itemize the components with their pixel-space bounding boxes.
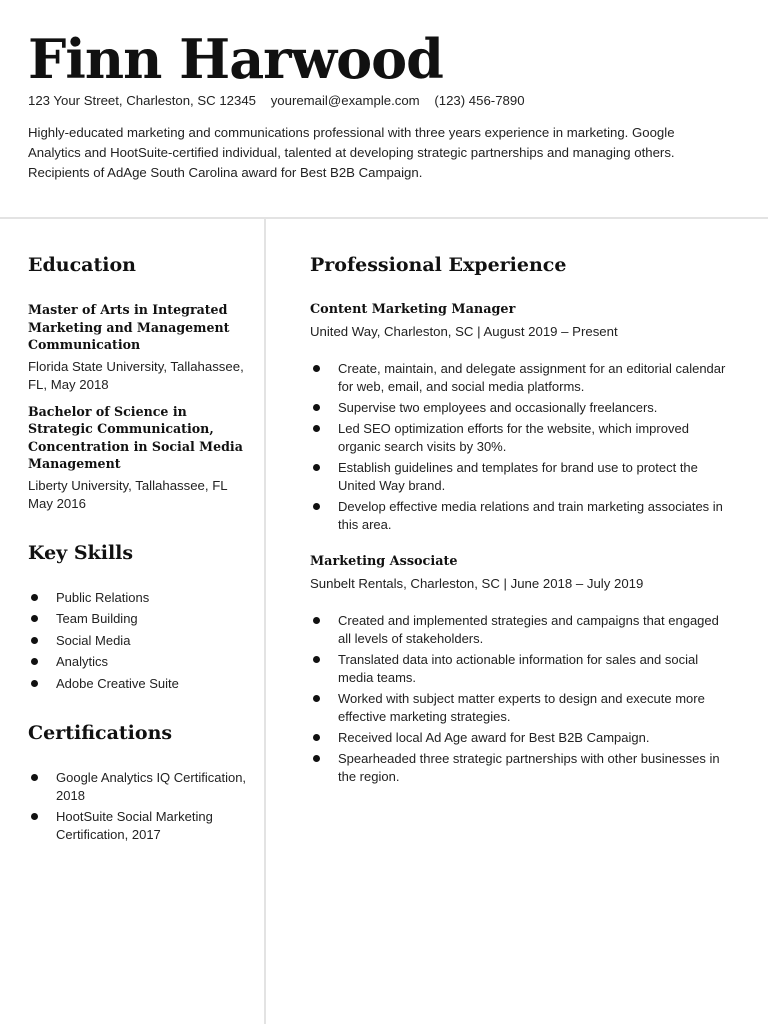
job-bullet-text: Led SEO optimization efforts for the website, which improved organic search visits by 30%.	[338, 421, 689, 454]
skill-label: Analytics	[56, 654, 109, 669]
job-entry	[310, 301, 730, 534]
job-bullet	[310, 498, 730, 534]
job-bullets	[310, 360, 730, 534]
job-bullet	[310, 459, 730, 495]
certifications-list	[28, 769, 248, 844]
bullet-icon	[313, 617, 320, 624]
resume-header	[28, 26, 740, 183]
job-bullets	[310, 612, 730, 786]
skills-list	[28, 589, 248, 693]
bullet-icon	[31, 774, 38, 781]
skill-item	[28, 675, 248, 693]
bullet-icon	[313, 734, 320, 741]
job-bullet	[310, 750, 730, 786]
skill-item	[28, 589, 248, 607]
education-item	[28, 403, 248, 513]
education-heading: Education	[28, 254, 136, 276]
right-column	[310, 252, 730, 786]
job-bullet-text: Worked with subject matter experts to design and execute more effective marketing strategies.	[338, 691, 705, 724]
bullet-icon	[31, 813, 38, 820]
job-bullet	[310, 729, 730, 747]
school-info: Florida State University, Tallahassee, FL, May 2018	[28, 358, 244, 392]
address: 123 Your Street, Charleston, SC 12345	[28, 93, 257, 108]
certification-label: Google Analytics IQ Certification, 2018	[56, 769, 247, 803]
skill-item	[28, 632, 248, 650]
bullet-icon	[31, 615, 38, 622]
job-bullet	[310, 612, 730, 648]
skill-label: Public Relations	[56, 589, 150, 605]
certification-item	[28, 808, 248, 844]
email: youremail@example.com	[270, 93, 420, 108]
certifications-heading: Certifications	[28, 721, 173, 744]
job-bullet-text: Translated data into actionable information for sales and social media teams.	[338, 652, 699, 685]
bullet-icon	[31, 637, 38, 644]
phone: (123) 456-7890	[434, 93, 525, 108]
bullet-icon	[313, 755, 320, 762]
skills-heading: Key Skills	[28, 541, 134, 564]
certification-item	[28, 769, 248, 805]
job-bullet	[310, 360, 730, 396]
header-divider	[0, 217, 768, 219]
job-meta: United Way, Charleston, SC | August 2019 – Present	[310, 324, 618, 339]
job-bullet-text: Supervise two employees and occasionally freelancers.	[338, 400, 658, 415]
certification-label: HootSuite Social Marketing Certification, 2017	[56, 808, 213, 842]
contact-line	[28, 92, 740, 110]
column-divider	[264, 219, 266, 1024]
job-title: Content Marketing Manager	[310, 302, 516, 317]
skill-label: Adobe Creative Suite	[56, 675, 179, 691]
job-meta: Sunbelt Rentals, Charleston, SC | June 2018 – July 2019	[310, 576, 644, 591]
job-bullet	[310, 399, 730, 417]
skill-item	[28, 610, 248, 628]
bullet-icon	[313, 464, 320, 471]
job-bullet-text: Establish guidelines and templates for brand use to protect the United Way brand.	[338, 460, 698, 493]
job-bullet	[310, 690, 730, 726]
job-bullet-text: Received local Ad Age award for Best B2B Campaign.	[338, 730, 650, 745]
bullet-icon	[313, 404, 320, 411]
job-bullet-text: Spearheaded three strategic partnerships with other businesses in the region.	[338, 751, 720, 784]
candidate-name: Finn Harwood	[28, 27, 443, 91]
job-bullet-text: Develop effective media relations and train marketing associates in this area.	[338, 499, 723, 532]
bullet-icon	[313, 656, 320, 663]
job-entry	[310, 553, 730, 786]
experience-heading: Professional Experience	[310, 254, 567, 276]
skill-item	[28, 653, 248, 671]
degree-title: Bachelor of Science in Strategic Communication, Concentration in Social Media Management	[28, 403, 243, 471]
job-bullet	[310, 651, 730, 687]
skill-label: Team Building	[56, 611, 138, 626]
summary: Highly-educated marketing and communications professional with three years experience in marketing. Google Analytics and HootSuite-certified individual, talented at developing strategic partnerships and managing others. Recipients of AdAge South Carolina award for Best B2B Campaign.	[28, 125, 675, 180]
bullet-icon	[313, 695, 320, 702]
school-info: Liberty University, Tallahassee, FL May 2016	[28, 477, 228, 511]
bullet-icon	[313, 425, 320, 432]
skill-label: Social Media	[56, 632, 131, 648]
job-title: Marketing Associate	[310, 554, 458, 569]
job-bullet	[310, 420, 730, 456]
job-bullet-text: Create, maintain, and delegate assignment for an editorial calendar for web, email, and social media platforms.	[338, 361, 726, 394]
degree-title: Master of Arts in Integrated Marketing and Management Communication	[28, 302, 230, 352]
bullet-icon	[31, 658, 38, 665]
job-bullet-text: Created and implemented strategies and campaigns that engaged all levels of stakeholders.	[338, 613, 719, 646]
education-item	[28, 301, 248, 394]
bullet-icon	[313, 503, 320, 510]
left-column	[28, 252, 248, 844]
bullet-icon	[31, 680, 38, 687]
bullet-icon	[313, 365, 320, 372]
bullet-icon	[31, 594, 38, 601]
